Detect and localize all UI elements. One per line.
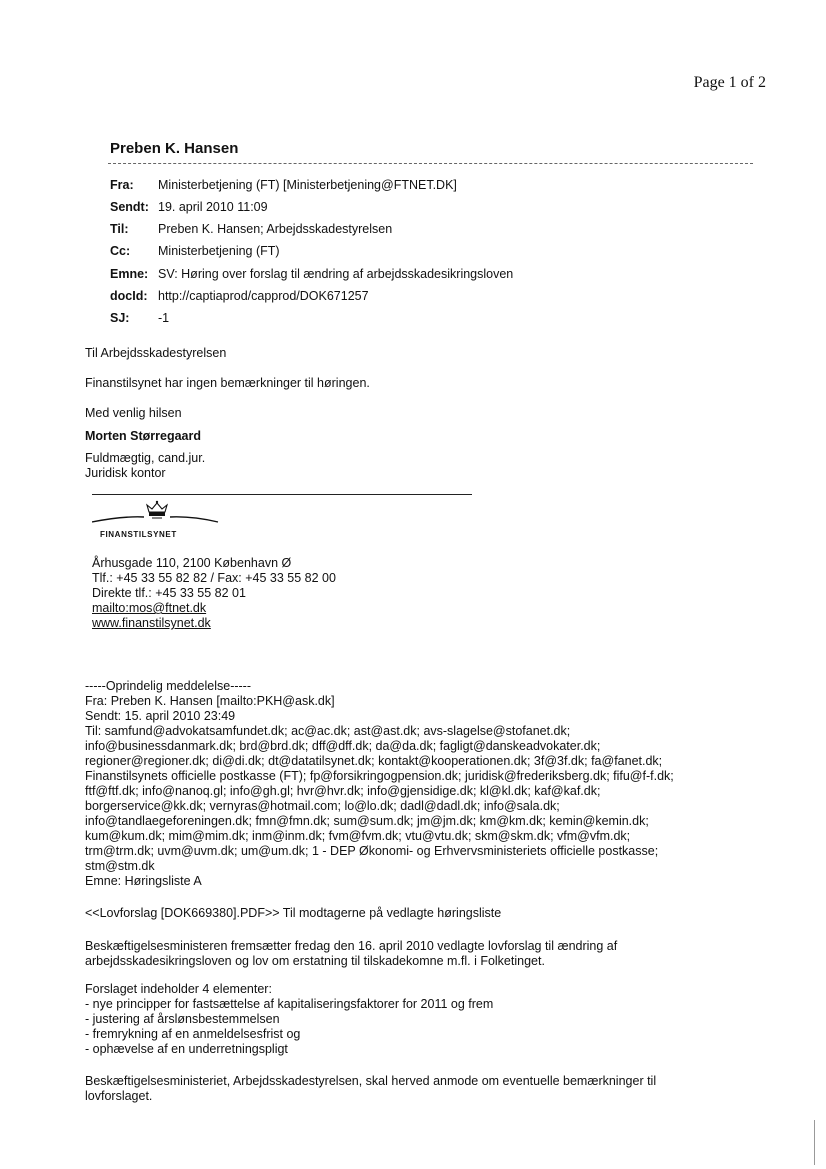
- cc-label: Cc:: [110, 244, 131, 258]
- list-item: - justering af årslønsbestemmelsen: [85, 1012, 280, 1026]
- recipient-line: info@tandlaegeforeningen.dk; fmn@fmn.dk; sum@sum.dk; jm@jm.dk; km@km.dk; kemin@kemin.dk;: [85, 814, 649, 828]
- subject-value: SV: Høring over forslag til ændring af arbejdsskadesikringsloven: [158, 267, 514, 281]
- recipient-line: trm@trm.dk; uvm@uvm.dk; um@um.dk; 1 - DEP Økonomi- og Erhvervsministeriets officielle postkasse;: [85, 844, 659, 858]
- signer-title: Fuldmægtig, cand.jur.: [85, 451, 206, 465]
- from-value: Ministerbetjening (FT) [Ministerbetjening@FTNET.DK]: [158, 178, 457, 192]
- scan-margin-mark: [814, 1120, 815, 1165]
- recipient-line: stm@stm.dk: [85, 859, 155, 873]
- from-label: Fra:: [110, 178, 134, 192]
- signature-divider: [92, 494, 472, 495]
- header-divider: [108, 163, 753, 164]
- recipient-line: kum@kum.dk; mim@mim.dk; inm@inm.dk; fvm@fvm.dk; vtu@vtu.dk; skm@skm.dk; vfm@vfm.dk;: [85, 829, 631, 843]
- recipient-line: ftf@ftf.dk; info@nanoq.gl; info@gh.gl; hvr@hvr.dk; info@gjensidige.dk; kl@kl.dk; kaf@kaf.dk;: [85, 784, 601, 798]
- recipient-line: Finanstilsynets officielle postkasse (FT); fp@forsikringogpension.dk; juridisk@frederiksberg.dk; fifu@f-f.dk;: [85, 769, 674, 783]
- direct-phone: Direkte tlf.: +45 33 55 82 01: [92, 586, 246, 600]
- logo-text: FINANSTILSYNET: [100, 530, 177, 539]
- sj-label: SJ:: [110, 311, 130, 325]
- recipient-line: Til: samfund@advokatsamfundet.dk; ac@ac.dk; ast@ast.dk; avs-slagelse@stofanet.dk;: [85, 724, 571, 738]
- sent-value: 19. april 2010 11:09: [158, 200, 268, 214]
- email-link[interactable]: mailto:mos@ftnet.dk: [92, 601, 207, 615]
- cc-value: Ministerbetjening (FT): [158, 244, 280, 258]
- docid-label: docId:: [110, 289, 148, 303]
- list-item: - nye principper for fastsættelse af kapitaliseringsfaktorer for 2011 og frem: [85, 997, 494, 1011]
- original-from: Fra: Preben K. Hansen [mailto:PKH@ask.dk]: [85, 694, 335, 708]
- greeting: Til Arbejdsskadestyrelsen: [85, 346, 227, 360]
- list-item: - fremrykning af en anmeldelsesfrist og: [85, 1027, 301, 1041]
- to-label: Til:: [110, 222, 129, 236]
- sj-value: -1: [158, 311, 170, 325]
- recipient-line: regioner@regioner.dk; di@di.dk; dt@datatilsynet.dk; kontakt@kooperationen.dk; 3f@3f.dk; fa@fanet.dk;: [85, 754, 663, 768]
- paragraph-1-line-1: Beskæftigelsesministeren fremsætter fredag den 16. april 2010 vedlagte lovforslag til ændring af: [85, 939, 618, 953]
- finanstilsynet-logo: [92, 500, 222, 542]
- docid-value: http://captiaprod/capprod/DOK671257: [158, 289, 369, 303]
- sender-name: Preben K. Hansen: [110, 140, 239, 157]
- paragraph-1-line-2: arbejdsskadesikringsloven og lov om erstatning til tilskadekomne m.fl. i Folketinget.: [85, 954, 545, 968]
- recipient-line: borgerservice@kk.dk; vernyras@hotmail.com; lo@lo.dk; dadl@dadl.dk; info@sala.dk;: [85, 799, 560, 813]
- original-sent: Sendt: 15. april 2010 23:49: [85, 709, 236, 723]
- paragraph-2-line-2: lovforslaget.: [85, 1089, 153, 1103]
- recipient-line: info@businessdanmark.dk; brd@brd.dk; dff@dff.dk; da@da.dk; fagligt@danskeadvokater.dk;: [85, 739, 601, 753]
- signer-name: Morten Størregaard: [85, 429, 201, 443]
- message: Finanstilsynet har ingen bemærkninger til høringen.: [85, 376, 370, 390]
- phone-fax: Tlf.: +45 33 55 82 82 / Fax: +45 33 55 82 00: [92, 571, 336, 585]
- subject-label: Emne:: [110, 267, 149, 281]
- list-item: - ophævelse af en underretningspligt: [85, 1042, 288, 1056]
- attachment-line: <<Lovforslag [DOK669380].PDF>> Til modtagerne på vedlagte høringsliste: [85, 906, 502, 920]
- website-link[interactable]: www.finanstilsynet.dk: [92, 616, 211, 630]
- original-subject: Emne: Høringsliste A: [85, 874, 202, 888]
- page-number: Page 1 of 2: [693, 74, 766, 91]
- original-separator: -----Oprindelig meddelelse-----: [85, 679, 252, 693]
- address: Århusgade 110, 2100 København Ø: [92, 556, 292, 570]
- sent-label: Sendt:: [110, 200, 149, 214]
- to-value: Preben K. Hansen; Arbejdsskadestyrelsen: [158, 222, 393, 236]
- signer-dept: Juridisk kontor: [85, 466, 166, 480]
- elements-intro: Forslaget indeholder 4 elementer:: [85, 982, 272, 996]
- closing: Med venlig hilsen: [85, 406, 182, 420]
- paragraph-2-line-1: Beskæftigelsesministeriet, Arbejdsskadestyrelsen, skal herved anmode om eventuelle bemærkninger til: [85, 1074, 657, 1088]
